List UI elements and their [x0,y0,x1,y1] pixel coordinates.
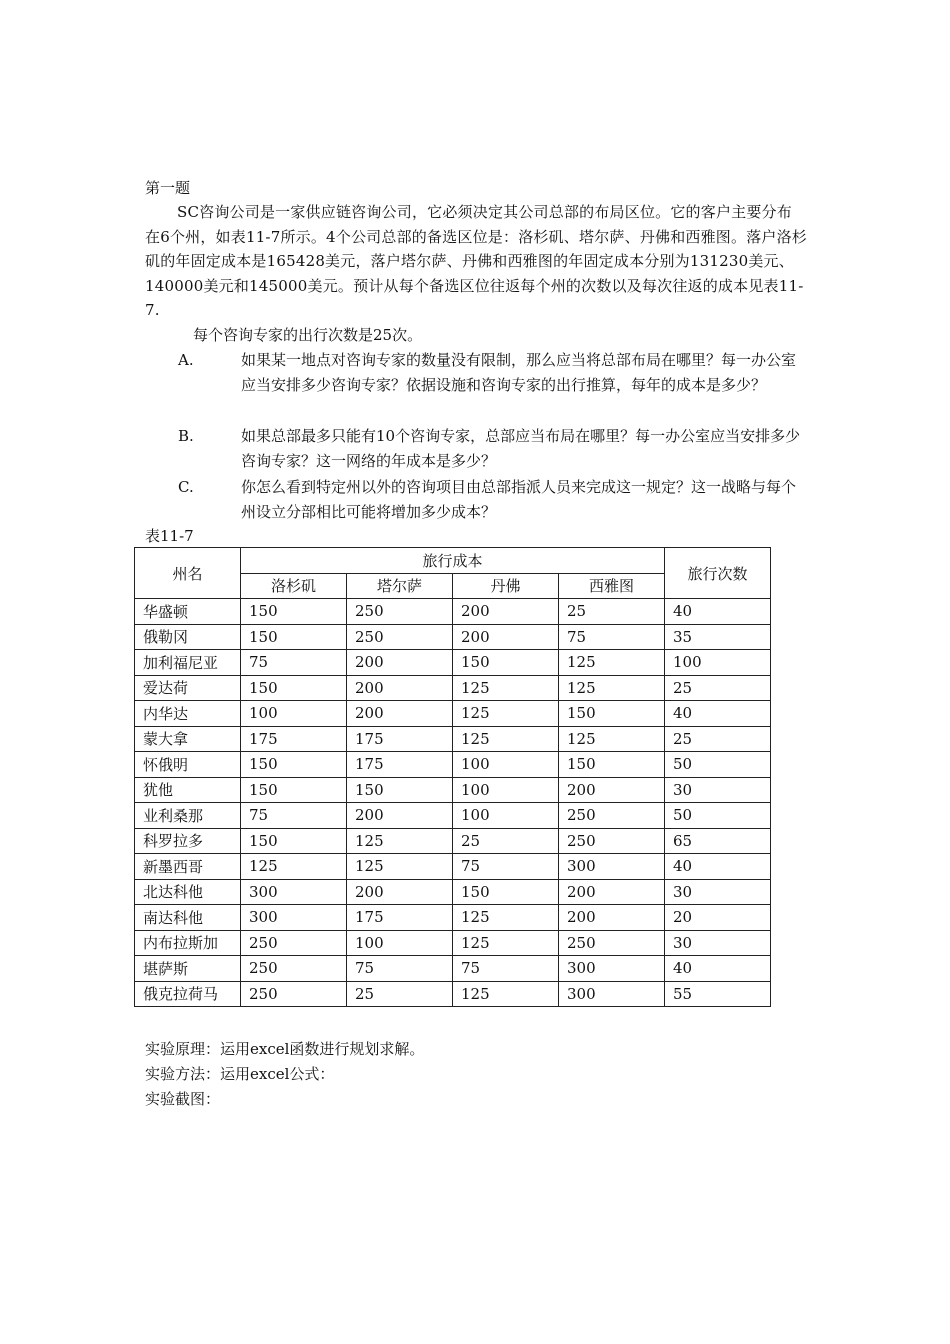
trips-cell: 40 [665,956,771,982]
state-cell: 华盛顿 [135,599,241,625]
la-cost-cell: 250 [241,956,347,982]
state-cell: 爱达荷 [135,675,241,701]
seattle-cost-cell: 300 [559,854,665,880]
seattle-cost-cell: 300 [559,981,665,1007]
seattle-cost-cell: 250 [559,828,665,854]
tulsa-cost-cell: 200 [347,675,453,701]
tulsa-cost-cell: 75 [347,956,453,982]
la-cost-cell: 150 [241,599,347,625]
question-text: 如果总部最多只能有10个咨询专家，总部应当布局在哪里？每一办公室应当安排多少咨询专家？这一网络的年成本是多少？ [241,427,801,470]
table-row [135,854,771,880]
state-cell: 南达科他 [135,905,241,931]
la-cost-cell: 300 [241,879,347,905]
state-cell: 加利福尼亚 [135,650,241,676]
tulsa-cost-cell: 250 [347,624,453,650]
table-row [135,828,771,854]
seattle-cost-cell: 75 [559,624,665,650]
denver-cost-cell: 100 [453,777,559,803]
seattle-cost-cell: 300 [559,956,665,982]
experiment-screenshot: 实验截图： [145,1090,221,1108]
denver-cost-cell: 125 [453,726,559,752]
state-cell: 业利桑那 [135,803,241,829]
la-cost-cell: 150 [241,752,347,778]
state-cell: 科罗拉多 [135,828,241,854]
la-cost-cell: 100 [241,701,347,727]
denver-cost-cell: 125 [453,701,559,727]
tulsa-cost-cell: 200 [347,803,453,829]
question-label: C. [178,478,194,496]
seattle-cost-cell: 125 [559,675,665,701]
trips-cell: 30 [665,930,771,956]
state-cell: 犹他 [135,777,241,803]
tulsa-cost-cell: 175 [347,905,453,931]
table-row [135,701,771,727]
denver-cost-cell: 150 [453,650,559,676]
trips-cell: 65 [665,828,771,854]
denver-cost-cell: 75 [453,854,559,880]
tulsa-cost-cell: 125 [347,854,453,880]
seattle-cost-cell: 200 [559,905,665,931]
city-header-la: 洛杉矶 [241,573,347,599]
tulsa-cost-cell: 175 [347,752,453,778]
denver-cost-cell: 150 [453,879,559,905]
la-cost-cell: 250 [241,930,347,956]
table-row [135,650,771,676]
tulsa-cost-cell: 200 [347,879,453,905]
la-cost-cell: 150 [241,828,347,854]
seattle-cost-cell: 125 [559,650,665,676]
seattle-cost-cell: 200 [559,879,665,905]
la-cost-cell: 125 [241,854,347,880]
state-cell: 俄勒冈 [135,624,241,650]
experiment-notes [145,1037,424,1112]
state-cell: 蒙大拿 [135,726,241,752]
denver-cost-cell: 25 [453,828,559,854]
trips-note: 每个咨询专家的出行次数是25次。 [193,326,423,344]
table-row [135,803,771,829]
trips-cell: 25 [665,726,771,752]
la-cost-cell: 150 [241,675,347,701]
table-row [135,624,771,650]
table-row [135,599,771,625]
trips-cell: 30 [665,879,771,905]
denver-cost-cell: 200 [453,624,559,650]
trips-cell: 30 [665,777,771,803]
seattle-cost-cell: 150 [559,752,665,778]
la-cost-cell: 75 [241,803,347,829]
state-cell: 怀俄明 [135,752,241,778]
trips-cell: 40 [665,701,771,727]
tulsa-cost-cell: 250 [347,599,453,625]
tulsa-cost-cell: 125 [347,828,453,854]
state-cell: 内华达 [135,701,241,727]
table-row [135,726,771,752]
trips-cell: 100 [665,650,771,676]
experiment-method: 实验方法：运用excel公式： [145,1065,335,1083]
trips-cell: 40 [665,854,771,880]
seattle-cost-cell: 125 [559,726,665,752]
denver-cost-cell: 125 [453,930,559,956]
intro-paragraph: SC咨询公司是一家供应链咨询公司，它必须决定其公司总部的布局区位。它的客户主要分布在6个州，如表11-7所示。4个公司总部的备选区位是：洛杉矶、塔尔萨、丹佛和西雅图。落户洛杉矶的年固定成本是165428美元，落户塔尔萨、丹佛和西雅图的年固定成本分别为131230美元、140000美元和145000美元。预计从每个备选区位往返每个州的次数以及每次往返的成本见表11-7. [145,203,807,319]
table-row [135,752,771,778]
travel-cost-table [134,547,771,1007]
trips-cell: 35 [665,624,771,650]
question-c [178,475,808,524]
tulsa-cost-cell: 100 [347,930,453,956]
seattle-cost-cell: 200 [559,777,665,803]
trips-cell: 50 [665,803,771,829]
la-cost-cell: 300 [241,905,347,931]
la-cost-cell: 75 [241,650,347,676]
la-cost-cell: 150 [241,624,347,650]
table-row [135,905,771,931]
table-header-row [135,548,771,574]
experiment-principle: 实验原理：运用excel函数进行规划求解。 [145,1040,425,1058]
table-row [135,981,771,1007]
denver-cost-cell: 100 [453,752,559,778]
la-cost-cell: 150 [241,777,347,803]
table-row [135,956,771,982]
state-cell: 堪萨斯 [135,956,241,982]
state-cell: 内布拉斯加 [135,930,241,956]
state-cell: 俄克拉荷马 [135,981,241,1007]
denver-cost-cell: 125 [453,675,559,701]
trips-cell: 55 [665,981,771,1007]
trips-header: 旅行次数 [665,548,771,599]
question-b [178,424,808,473]
state-header: 州名 [135,548,241,599]
table-row [135,675,771,701]
table-row [135,879,771,905]
table-row [135,930,771,956]
tulsa-cost-cell: 175 [347,726,453,752]
seattle-cost-cell: 150 [559,701,665,727]
denver-cost-cell: 125 [453,905,559,931]
table-row [135,777,771,803]
la-cost-cell: 175 [241,726,347,752]
tulsa-cost-cell: 150 [347,777,453,803]
trips-cell: 40 [665,599,771,625]
cost-group-header: 旅行成本 [241,548,665,574]
la-cost-cell: 250 [241,981,347,1007]
trips-cell: 25 [665,675,771,701]
tulsa-cost-cell: 200 [347,650,453,676]
question-label: A. [178,351,194,369]
city-header-tulsa: 塔尔萨 [347,573,453,599]
tulsa-cost-cell: 25 [347,981,453,1007]
denver-cost-cell: 125 [453,981,559,1007]
city-header-denver: 丹佛 [453,573,559,599]
seattle-cost-cell: 25 [559,599,665,625]
section-heading: 第一题 [145,179,191,197]
denver-cost-cell: 75 [453,956,559,982]
question-text: 你怎么看到特定州以外的咨询项目由总部指派人员来完成这一规定？这一战略与每个州设立分部相比可能将增加多少成本？ [241,478,797,521]
question-text: 如果某一地点对咨询专家的数量没有限制，那么应当将总部布局在哪里？每一办公室应当安排多少咨询专家？依据设施和咨询专家的出行推算，每年的成本是多少？ [241,351,797,394]
seattle-cost-cell: 250 [559,930,665,956]
trips-cell: 50 [665,752,771,778]
question-a [178,348,808,397]
table-caption: 表11-7 [145,527,194,545]
denver-cost-cell: 200 [453,599,559,625]
seattle-cost-cell: 250 [559,803,665,829]
question-label: B. [178,427,194,445]
denver-cost-cell: 100 [453,803,559,829]
city-header-seattle: 西雅图 [559,573,665,599]
state-cell: 新墨西哥 [135,854,241,880]
trips-cell: 20 [665,905,771,931]
state-cell: 北达科他 [135,879,241,905]
tulsa-cost-cell: 200 [347,701,453,727]
